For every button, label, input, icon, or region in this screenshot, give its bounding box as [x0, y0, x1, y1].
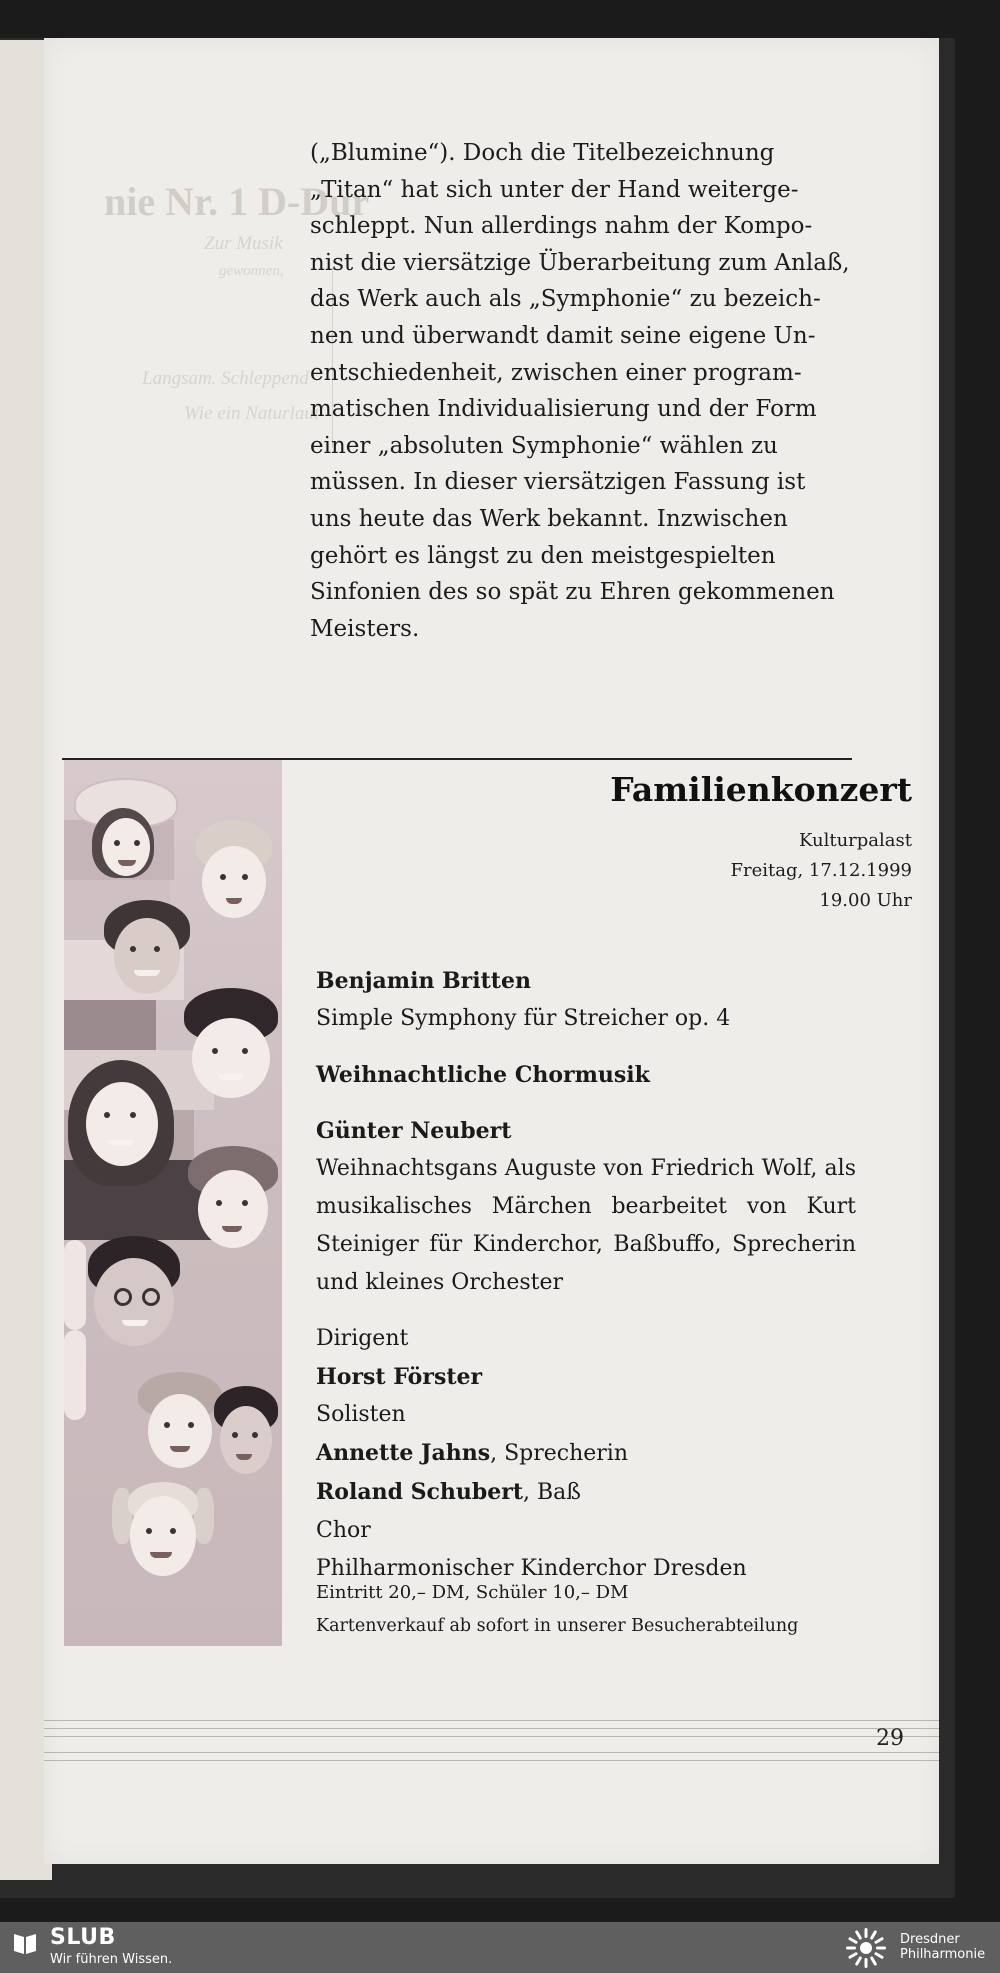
child-face-image: [84, 1236, 184, 1348]
decorative-rule: [44, 1720, 939, 1721]
program-composer: Günter Neubert: [316, 1118, 512, 1144]
concert-venue: Kulturpalast: [798, 830, 912, 851]
bleed-through-line: gewonnen,: [219, 263, 284, 279]
paragraph-line: „Titan“ hat sich unter der Hand weiterge-: [310, 176, 799, 203]
concert-time: 19.00 Uhr: [819, 890, 912, 911]
paragraph-line: gehört es längst zu den meistgespielten: [310, 542, 776, 569]
paragraph-line: („Blumine“). Doch die Titelbezeichnung: [310, 140, 775, 166]
ticket-sales-note: Kartenverkauf ab sofort in unserer Besucherabteilung: [316, 1616, 799, 1636]
paragraph-line: nen und überwandt damit seine eigene Un-: [310, 322, 816, 349]
child-face-image: [214, 1386, 278, 1476]
child-face-image: [192, 820, 276, 920]
child-face-image: [68, 1060, 174, 1186]
spacer: [316, 1094, 856, 1112]
paragraph-line: Meisters.: [310, 615, 420, 642]
decorative-rule: [44, 1736, 939, 1737]
decorative-rule: [44, 1752, 939, 1753]
paragraph-line: das Werk auch als „Symphonie“ zu bezeich-: [310, 286, 821, 313]
paragraph-line: müssen. In dieser viersätzigen Fassung ist: [310, 469, 806, 496]
child-face-image: [138, 1372, 222, 1470]
soloist-role: , Baß: [523, 1480, 581, 1505]
child-face-image: [182, 988, 280, 1100]
program-composer: Weihnachtliche Chormusik: [316, 1062, 650, 1088]
soloist-entry: [316, 1434, 856, 1473]
decorative-rule: [44, 1728, 939, 1729]
philharmonie-line: Philharmonie: [900, 1947, 986, 1962]
soloists-label: Solisten: [316, 1402, 406, 1427]
paragraph-line: matischen Individualisierung und der Form: [310, 396, 817, 423]
paragraph-line: uns heute das Werk bekannt. Inzwischen: [310, 505, 788, 532]
paragraph-line: nist die viersätzige Überarbeitung zum Anlaß,: [310, 249, 850, 276]
conductor-name: Horst Förster: [316, 1364, 483, 1390]
program-composer: Benjamin Britten: [316, 968, 531, 994]
concert-program: [316, 962, 856, 1588]
paragraph-line: entschiedenheit, zwischen einer program-: [310, 359, 802, 386]
spacer: [316, 1302, 856, 1320]
paragraph-line: einer „absoluten Symphonie“ wählen zu: [310, 432, 778, 459]
soloist-entry: [316, 1473, 856, 1512]
slub-logo-text[interactable]: SLUB: [50, 1925, 116, 1950]
slub-tagline: Wir führen Wissen.: [50, 1952, 173, 1967]
bleed-through-line: Zur Musik: [204, 233, 283, 254]
bleed-through-line: Wie ein Naturlaut: [184, 403, 320, 424]
slub-book-icon: [12, 1930, 38, 1956]
choir-label: Chor: [316, 1518, 371, 1543]
paragraph-line: Sinfonien des so spät zu Ehren gekommenen: [310, 579, 835, 606]
concert-date: Freitag, 17.12.1999: [730, 860, 912, 881]
soloist-name: Roland Schubert: [316, 1479, 524, 1505]
children-photo: [64, 760, 282, 1646]
child-face-image: [188, 1146, 278, 1250]
footer-bar: [0, 1922, 1000, 1973]
admission-price: Eintritt 20,– DM, Schüler 10,– DM: [316, 1582, 629, 1603]
program-work: Weihnachtsgans Auguste von Friedrich Wolf, als musikalisches Märchen bearbeitet von Kurt Steiniger für Kinderchor, Baßbuffo, Sprecherin und kleines Orchester: [316, 1156, 856, 1295]
child-face-image: [104, 900, 190, 996]
soloist-role: , Sprecherin: [490, 1441, 628, 1466]
child-body-image: [64, 1000, 156, 1050]
philharmonie-line: Dresdner: [900, 1932, 960, 1947]
child-face-image: [98, 1482, 228, 1594]
conductor-label: Dirigent: [316, 1326, 409, 1351]
concert-title: Familienkonzert: [610, 770, 912, 809]
bleed-through-title: nie Nr. 1 D-Dur: [104, 179, 370, 224]
paragraph-line: schleppt. Nun allerdings nahm der Kompo-: [310, 213, 813, 240]
decorative-rule: [44, 1760, 939, 1761]
bleed-through-line: Langsam. Schleppend: [142, 368, 309, 389]
philharmonie-logo-text[interactable]: [900, 1932, 985, 1962]
choir-name: Philharmonischer Kinderchor Dresden: [316, 1556, 747, 1581]
spacer: [316, 1038, 856, 1056]
child-arm-image: [64, 1240, 86, 1330]
child-face-image: [74, 778, 174, 890]
program-work: Simple Symphony für Streicher op. 4: [316, 1006, 731, 1031]
body-paragraph: [310, 135, 850, 647]
philharmonie-logo-icon: [844, 1926, 888, 1970]
page-number: 29: [876, 1726, 904, 1751]
soloist-name: Annette Jahns: [316, 1440, 491, 1466]
child-arm-image: [64, 1330, 86, 1420]
